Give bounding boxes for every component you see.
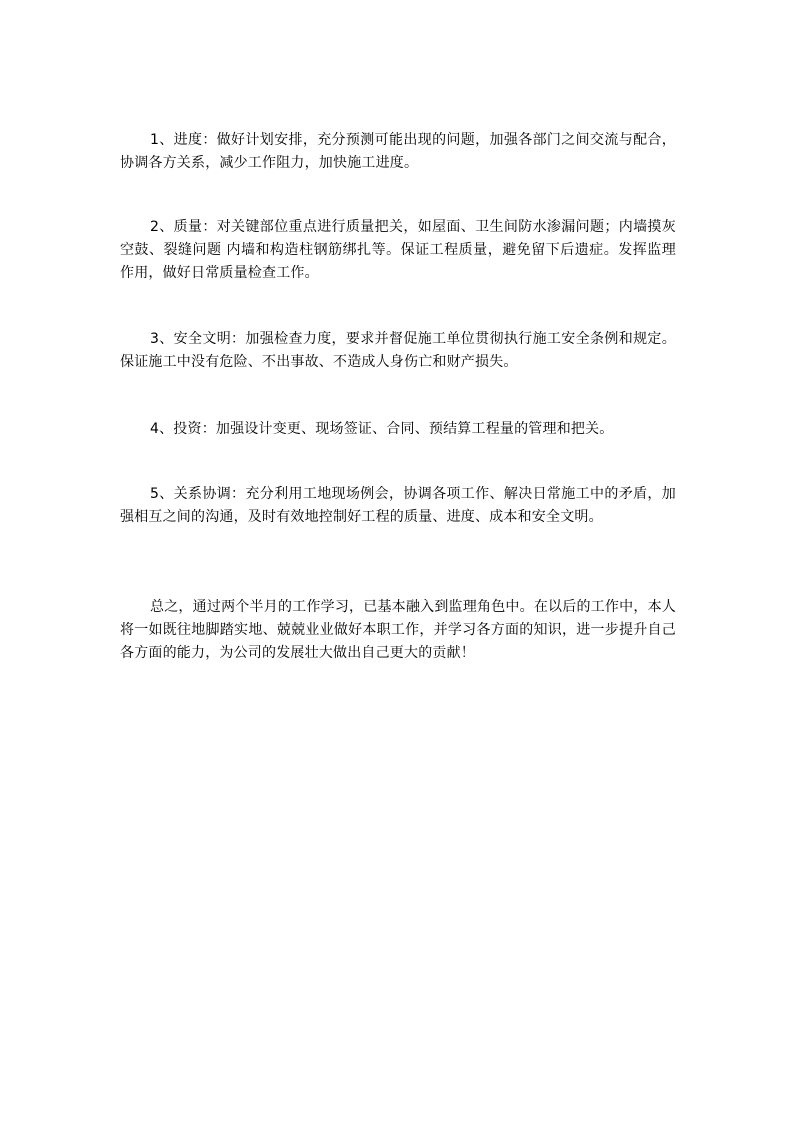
paragraph-safety: 3、安全文明：加强检查力度，要求并督促施工单位贯彻执行施工安全条例和规定。保证施工中没有危险、不出事故、不造成人身伤亡和财产损失。 xyxy=(120,331,676,370)
paragraph-progress: 1、进度：做好计划安排，充分预测可能出现的问题，加强各部门之间交流与配合，协调各方关系，减少工作阻力，加快施工进度。 xyxy=(120,132,676,171)
paragraph-summary: 总之，通过两个半月的工作学习，已基本融入到监理角色中。在以后的工作中，本人将一如既往地脚踏实地、兢兢业业做好本职工作，并学习各方面的知识，进一步提升自己各方面的能力，为公司的发展壮大做出自己更大的贡献！ xyxy=(120,599,676,661)
paragraph-investment: 4、投资：加强设计变更、现场签证、合同、预结算工程量的管理和把关。 xyxy=(150,421,614,437)
paragraph-quality: 2、质量：对关键部位重点进行质量把关，如屋面、卫生间防水渗漏问题；内墙摸灰空鼓、裂缝问题 内墙和构造柱钢筋绑扎等。保证工程质量，避免留下后遗症。发挥监理作用，做好日常质量检查工作。 xyxy=(120,219,676,281)
paragraph-coordination: 5、关系协调：充分利用工地现场例会，协调各项工作、解决日常施工中的矛盾，加强相互之间的沟通，及时有效地控制好工程的质量、进度、成本和安全文明。 xyxy=(120,486,676,525)
